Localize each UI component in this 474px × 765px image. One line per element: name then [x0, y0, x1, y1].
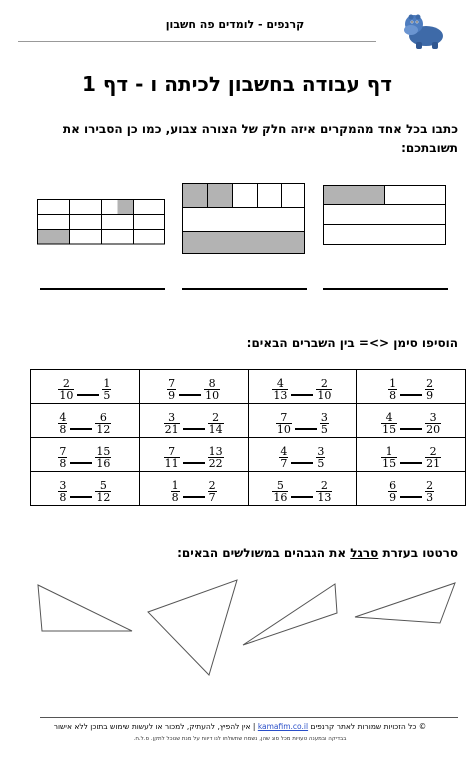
numerator: 2	[212, 411, 220, 424]
triangle	[38, 585, 132, 631]
numerator: 4	[385, 411, 393, 424]
fraction-left	[276, 412, 292, 435]
numerator: 8	[208, 377, 216, 390]
instruction-fractions-shaded: כתבו בכל אחד מהמקרים איזה חלק של הצורה צבוע, כמו כן הסבירו את תשובתכם:	[62, 122, 458, 155]
numerator: 2	[426, 377, 434, 390]
fraction-pair-cell	[357, 404, 466, 438]
fraction-pair	[58, 480, 111, 503]
fraction-right	[102, 378, 111, 401]
footer-divider	[40, 717, 458, 718]
fraction-right	[316, 480, 332, 503]
fraction-right	[425, 378, 434, 401]
answer-blank[interactable]	[400, 394, 422, 396]
fraction-pair-cell	[31, 438, 140, 472]
fraction-comparison-table	[30, 369, 466, 506]
fraction-pair	[388, 480, 434, 503]
answer-blank[interactable]	[400, 428, 422, 430]
triangles-area	[0, 575, 474, 685]
fraction-pair	[164, 412, 224, 435]
fraction-left	[164, 446, 180, 469]
numerator: 4	[276, 377, 284, 390]
fraction-right	[320, 412, 329, 435]
fraction-right	[425, 480, 434, 503]
footer-link[interactable]: kamafim.co.il	[257, 722, 309, 731]
fraction-pair	[381, 446, 441, 469]
instruction-draw-heights	[40, 544, 458, 563]
numerator: 3	[59, 479, 67, 492]
instruction-ruler-word: סרגל	[350, 546, 379, 560]
fraction-pair	[272, 480, 332, 503]
answer-blank[interactable]	[77, 394, 99, 396]
answer-blank[interactable]	[295, 428, 317, 430]
fraction-left	[272, 480, 288, 503]
answer-blank[interactable]	[400, 462, 422, 464]
answer-line[interactable]	[40, 288, 165, 290]
fraction-pair-cell	[248, 472, 357, 506]
answer-blank[interactable]	[291, 496, 313, 498]
denominator: 20	[426, 423, 441, 436]
fraction-pair	[167, 378, 220, 401]
fraction-right	[208, 480, 217, 503]
shape-rectangle-thirds	[323, 185, 448, 247]
numerator: 13	[208, 445, 223, 458]
denominator: 5	[317, 457, 325, 470]
fraction-right	[95, 480, 111, 503]
denominator: 15	[382, 457, 397, 470]
denominator: 5	[320, 423, 328, 436]
table-row	[31, 404, 466, 438]
answer-blank[interactable]	[400, 496, 422, 498]
denominator: 10	[317, 389, 332, 402]
fraction-pair	[276, 412, 329, 435]
denominator: 10	[276, 423, 291, 436]
fraction-pair-cell	[139, 370, 248, 404]
fraction-left	[58, 378, 74, 401]
numerator: 6	[389, 479, 397, 492]
fraction-left	[272, 378, 288, 401]
answer-blank[interactable]	[291, 462, 313, 464]
answer-blank[interactable]	[70, 428, 92, 430]
fraction-left	[164, 412, 180, 435]
denominator: 14	[208, 423, 223, 436]
table-row	[31, 370, 466, 404]
numerator: 7	[168, 377, 176, 390]
denominator: 8	[59, 457, 67, 470]
numerator: 2	[208, 479, 216, 492]
numerator: 1	[389, 377, 397, 390]
fraction-pair	[58, 378, 111, 401]
answer-blank[interactable]	[183, 428, 205, 430]
fraction-pair	[388, 378, 434, 401]
denominator: 8	[171, 491, 179, 504]
denominator: 21	[164, 423, 179, 436]
fraction-pair-cell	[31, 404, 140, 438]
answer-blank[interactable]	[183, 496, 205, 498]
table-row	[31, 472, 466, 506]
fraction-left	[388, 378, 397, 401]
fraction-pair-cell	[248, 370, 357, 404]
denominator: 21	[426, 457, 441, 470]
fraction-pair	[58, 446, 111, 469]
denominator: 9	[168, 389, 176, 402]
numerator: 2	[429, 445, 437, 458]
denominator: 3	[426, 491, 434, 504]
answer-line[interactable]	[182, 288, 307, 290]
fraction-left	[58, 412, 67, 435]
denominator: 7	[280, 457, 288, 470]
triangle	[243, 584, 337, 645]
denominator: 9	[389, 491, 397, 504]
numerator: 2	[320, 479, 328, 492]
answer-line[interactable]	[323, 288, 448, 290]
hippo-icon	[402, 10, 448, 50]
fraction-right	[425, 446, 441, 469]
fraction-pair-cell	[31, 370, 140, 404]
fraction-left	[388, 480, 397, 503]
fraction-left	[58, 446, 67, 469]
numerator: 3	[320, 411, 328, 424]
numerator: 2	[426, 479, 434, 492]
fraction-left	[381, 446, 397, 469]
numerator: 15	[96, 445, 111, 458]
fraction-right	[208, 446, 224, 469]
footer-text: © כל הזכויות שמורות לאתר קרנפים	[308, 722, 427, 731]
denominator: 16	[273, 491, 288, 504]
fraction-pair-cell	[248, 404, 357, 438]
numerator: 2	[62, 377, 70, 390]
header-divider	[18, 41, 376, 42]
denominator: 15	[382, 423, 397, 436]
triangle	[355, 583, 455, 623]
denominator: 10	[205, 389, 220, 402]
fraction-pair	[381, 412, 441, 435]
numerator: 1	[171, 479, 179, 492]
numerator: 5	[99, 479, 107, 492]
footer-text: | אין להפיץ, להעתיק, למכור או לעשות שימוש בתוכן ללא אישור	[53, 722, 258, 731]
answer-blank[interactable]	[70, 496, 92, 498]
denominator: 11	[164, 457, 179, 470]
shape-rectangle-fifths	[182, 183, 307, 255]
fraction-right	[425, 412, 441, 435]
numerator: 4	[280, 445, 288, 458]
fraction-right	[95, 412, 111, 435]
numerator: 7	[59, 445, 67, 458]
fraction-left	[171, 480, 180, 503]
fraction-pair	[171, 480, 217, 503]
denominator: 5	[103, 389, 111, 402]
denominator: 13	[317, 491, 332, 504]
footer-copyright	[20, 722, 460, 731]
denominator: 8	[59, 491, 67, 504]
answer-blank[interactable]	[291, 394, 313, 396]
site-title: קרנפים - לומדים פה חשבון	[165, 18, 305, 31]
fraction-left	[381, 412, 397, 435]
fraction-right	[95, 446, 111, 469]
table-row	[31, 438, 466, 472]
fraction-right	[208, 412, 224, 435]
fraction-left	[58, 480, 67, 503]
answer-blank[interactable]	[70, 462, 92, 464]
fraction-pair-cell	[139, 404, 248, 438]
denominator: 10	[59, 389, 74, 402]
fraction-pair-cell	[357, 370, 466, 404]
denominator: 8	[389, 389, 397, 402]
fraction-pair-cell	[139, 438, 248, 472]
instruction-compare-fractions: הוסיפו סימן <>= בין השברים הבאים:	[246, 336, 458, 350]
denominator: 16	[96, 457, 111, 470]
numerator: 7	[280, 411, 288, 424]
numerator: 3	[317, 445, 325, 458]
page-title: דף עבודה בחשבון לכיתה ו - דף 1	[82, 72, 392, 96]
denominator: 7	[208, 491, 216, 504]
answer-blank[interactable]	[179, 394, 201, 396]
denominator: 12	[96, 491, 111, 504]
numerator: 7	[168, 445, 176, 458]
numerator: 6	[99, 411, 107, 424]
denominator: 22	[208, 457, 223, 470]
fraction-pair	[272, 378, 332, 401]
fraction-pair	[164, 446, 224, 469]
numerator: 5	[276, 479, 284, 492]
instruction-text: את הגבהים במשולשים הבאים:	[177, 546, 351, 560]
numerator: 4	[59, 411, 67, 424]
fraction-right	[204, 378, 220, 401]
denominator: 9	[426, 389, 434, 402]
fraction-pair-cell	[357, 438, 466, 472]
denominator: 13	[273, 389, 288, 402]
numerator: 1	[103, 377, 111, 390]
shape-grid-4x3	[37, 199, 167, 245]
numerator: 3	[168, 411, 176, 424]
fraction-pair-cell	[31, 472, 140, 506]
numerator: 1	[385, 445, 393, 458]
fraction-pair	[58, 412, 111, 435]
fraction-right	[316, 378, 332, 401]
denominator: 8	[59, 423, 67, 436]
numerator: 2	[320, 377, 328, 390]
triangle	[148, 580, 237, 675]
fraction-pair-cell	[248, 438, 357, 472]
fraction-right	[316, 446, 325, 469]
denominator: 12	[96, 423, 111, 436]
fraction-left	[279, 446, 288, 469]
footer-disclaimer: בבדיקה ובמענה טעויות מכל סוג שהן, נשמח שתשלחו לנו דיווח על מנת שנוכל לתקן. ס.ל.ח.	[133, 736, 347, 742]
fraction-pair	[279, 446, 325, 469]
numerator: 3	[429, 411, 437, 424]
instruction-text: סרטטו בעזרת	[378, 546, 458, 560]
answer-blank[interactable]	[183, 462, 205, 464]
fraction-left	[167, 378, 176, 401]
fraction-pair-cell	[357, 472, 466, 506]
fraction-pair-cell	[139, 472, 248, 506]
